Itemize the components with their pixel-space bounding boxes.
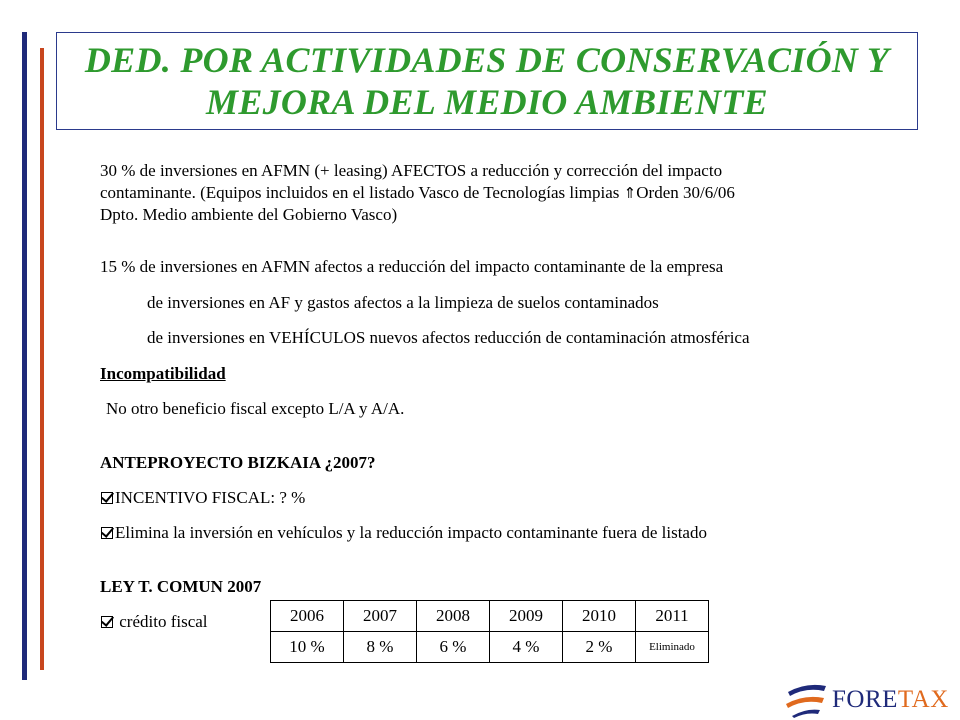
- table-cell-year: 2011: [636, 601, 709, 632]
- table-cell-year: 2007: [344, 601, 417, 632]
- table-cell-rate: 4 %: [490, 632, 563, 663]
- anteproyecto-item-1: [101, 487, 305, 509]
- incompatibilidad-text: No otro beneficio fiscal excepto L/A y A/A.: [106, 399, 405, 418]
- table-cell-year: 2008: [417, 601, 490, 632]
- checkbox-checked-icon: [101, 492, 113, 504]
- anteproyecto-item-2: [101, 522, 707, 544]
- table-cell-rate: 6 %: [417, 632, 490, 663]
- anteproyecto-item-1-text: INCENTIVO FISCAL: ? %: [115, 488, 306, 507]
- anteproyecto-heading: ANTEPROYECTO BIZKAIA ¿2007?: [100, 453, 376, 472]
- logo-wordmark: [832, 686, 949, 714]
- logo-swoosh-icon: [792, 710, 820, 718]
- paragraph-30-percent: [100, 160, 920, 226]
- logo-wordmark-fore: FORE: [832, 686, 898, 713]
- para2-line-2: de inversiones en AF y gastos afectos a la limpieza de suelos contaminados: [147, 293, 659, 312]
- para1-line-2a: contaminante. (Equipos incluidos en el listado Vasco de Tecnologías limpias: [100, 183, 624, 202]
- logo-swoosh-icon: [788, 685, 826, 696]
- ley-item: [101, 611, 208, 633]
- table-cell-rate: 2 %: [563, 632, 636, 663]
- logo-wordmark-tax: TAX: [897, 686, 949, 713]
- checkbox-checked-icon: [101, 616, 113, 628]
- table-cell-rate: 10 %: [271, 632, 344, 663]
- anteproyecto-item-2-text: Elimina la inversión en vehículos y la reducción impacto contaminante fuera de listado: [115, 523, 707, 542]
- table-cell-year: 2010: [563, 601, 636, 632]
- table-row-rates: [271, 632, 709, 663]
- para1-line-2b: Orden 30/6/06: [636, 183, 735, 202]
- ley-heading: LEY T. COMUN 2007: [100, 577, 262, 596]
- incompatibilidad-heading: Incompatibilidad: [100, 364, 226, 383]
- table-cell-rate: Eliminado: [636, 632, 709, 663]
- table-cell-year: 2009: [490, 601, 563, 632]
- ley-item-text: crédito fiscal: [115, 612, 208, 631]
- para2-line-1: 15 % de inversiones en AFMN afectos a reducción del impacto contaminante de la empresa: [100, 257, 724, 276]
- para1-line-1: 30 % de inversiones en AFMN (+ leasing) AFECTOS a reducción y corrección del impacto: [100, 161, 723, 180]
- arrow-up-icon: ⇑: [623, 184, 637, 202]
- title-line-2: MEJORA DEL MEDIO AMBIENTE: [206, 82, 768, 122]
- left-blue-bar: [22, 32, 27, 680]
- year-rate-table: [270, 600, 709, 663]
- logo-swoosh-icon: [786, 697, 824, 708]
- para2-line-3: de inversiones en VEHÍCULOS nuevos afectos reducción de contaminación atmosférica: [147, 328, 750, 347]
- title-line-1: DED. POR ACTIVIDADES DE CONSERVACIÓN Y: [84, 40, 890, 80]
- checkbox-checked-icon: [101, 527, 113, 539]
- para1-line-2: [100, 182, 920, 204]
- left-red-bar: [40, 48, 44, 670]
- table-cell-rate: 8 %: [344, 632, 417, 663]
- para1-line-3: Dpto. Medio ambiente del Gobierno Vasco): [100, 205, 398, 224]
- title-box: [56, 32, 918, 130]
- table-row-years: [271, 601, 709, 632]
- table-cell-year: 2006: [271, 601, 344, 632]
